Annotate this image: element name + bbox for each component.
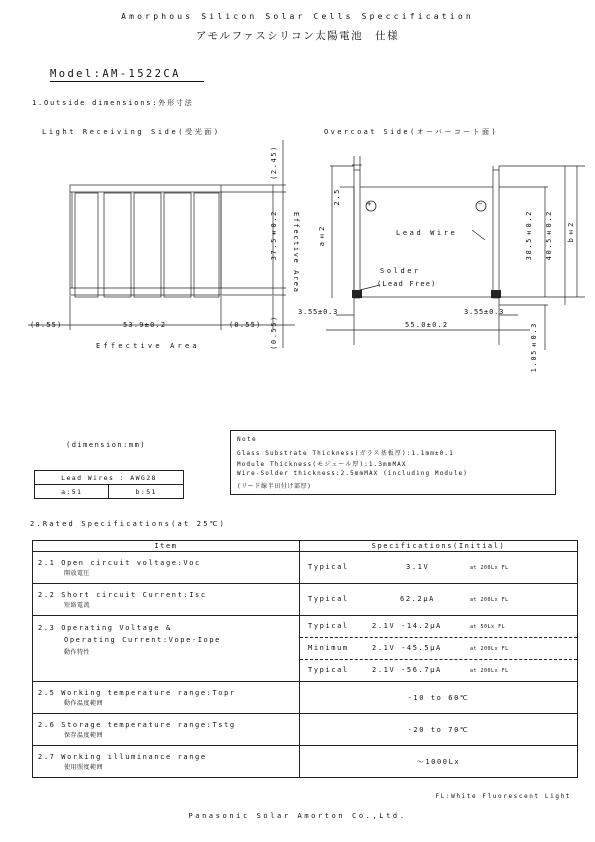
dimension-unit: (dimension:mm)	[66, 441, 147, 449]
light-receiving-side-label: Light Receiving Side(受光面)	[42, 128, 221, 136]
dim-a: a±2	[318, 225, 326, 247]
dim-left-offset: 3.55±0.3	[298, 308, 339, 316]
table-row: 2.5 Working temperature range:Topr 動作温度範囲 -10 to 60℃	[33, 682, 578, 714]
dim-left-margin: (0.55)	[30, 321, 63, 329]
section-rated-specifications: 2.Rated Specifications(at 25℃)	[30, 520, 227, 528]
col-item-header: Item	[33, 541, 300, 552]
table-row: 2.3 Operating Voltage & Operating Current:Vope-Iope 動作特性 Typical 2.1V -14.2μA at 50Lx FL Minimum 2.1V -45.5μA at 200Lx FL Typical 2.1V -56.7μA at 200Lx FL	[33, 616, 578, 682]
dim-top-margin: (2.45)	[270, 145, 278, 180]
col-spec-header: Specifications(Initial)	[300, 541, 578, 552]
effective-area-horizontal: Effective Area	[96, 342, 200, 350]
title-english: Amorphous Silicon Solar Cells Speccification	[121, 12, 474, 21]
table-row: 2.2 Short circuit Current:Isc 短絡電流 Typical 62.2μA at 200Lx FL	[33, 584, 578, 616]
solder-label: Solder	[380, 267, 421, 275]
lead-wires-table	[34, 470, 184, 499]
specifications-table	[32, 540, 578, 778]
dim-overall-width: 55.0±0.2	[405, 321, 449, 329]
note-line-2: Module Thickness(モジュール厚):1.3mmMAX	[237, 461, 407, 468]
plus-terminal-icon: +	[367, 200, 372, 208]
dim-b: b±2	[567, 221, 575, 243]
dim-40: 40.5±0.2	[545, 210, 553, 261]
note-line-4: (リード線半田付け部厚)	[237, 483, 312, 490]
note-line-3: Wire-Solder thickness:2.5mmMAX (including Module)	[237, 470, 468, 477]
dim-width: 53.9±0.2	[123, 321, 167, 329]
lead-free-label: (Lead Free)	[377, 280, 437, 288]
dim-38: 38.5±0.2	[525, 210, 533, 261]
table-row: 2.1 Open circuit voltage:Voc 開放電圧 Typical 3.1V at 200Lx FL	[33, 552, 578, 584]
dim-bottom-margin: (0.55)	[270, 315, 278, 350]
note-title: Note	[237, 436, 258, 443]
lead-wire-label: Lead Wire	[396, 229, 458, 237]
footnote-fl: FL:White Fluorescent Light	[435, 793, 571, 800]
model-number: Model:AM-1522CA	[50, 68, 204, 82]
dim-right-offset: 3.55±0.3	[464, 308, 505, 316]
note-box	[230, 430, 556, 495]
lead-wire-b: b:51	[109, 485, 184, 499]
section-outside-dimensions: 1.Outside dimensions:外形寸法	[32, 99, 194, 107]
table-row: 2.7 Working illuminance range 使用照度範囲 ～1000Lx	[33, 746, 578, 778]
lead-wire-a: a:51	[35, 485, 109, 499]
note-line-1: Glass Substrate Thickness(ガラス基板厚):1.1mm±0.1	[237, 450, 454, 457]
title-japanese: アモルファスシリコン太陽電池 仕様	[195, 30, 400, 42]
lead-wires-header: Lead Wires : AWG28	[35, 471, 184, 485]
company-name: Panasonic Solar Amorton Co.,Ltd.	[188, 812, 407, 820]
dim-right-margin: (0.55)	[229, 321, 262, 329]
dim-height: 37.5±0.2	[270, 210, 278, 261]
overcoat-side-label: Overcoat Side(オーバーコート面)	[324, 128, 499, 136]
effective-area-vertical: Effective Area	[292, 212, 300, 294]
dim-bottom-thickness: 1.05±0.3	[530, 322, 538, 373]
minus-terminal-icon: −	[478, 200, 483, 208]
table-row: 2.6 Storage temperature range:Tstg 保存温度範囲 -20 to 70℃	[33, 714, 578, 746]
dim-terminal: 2.5	[333, 188, 341, 206]
